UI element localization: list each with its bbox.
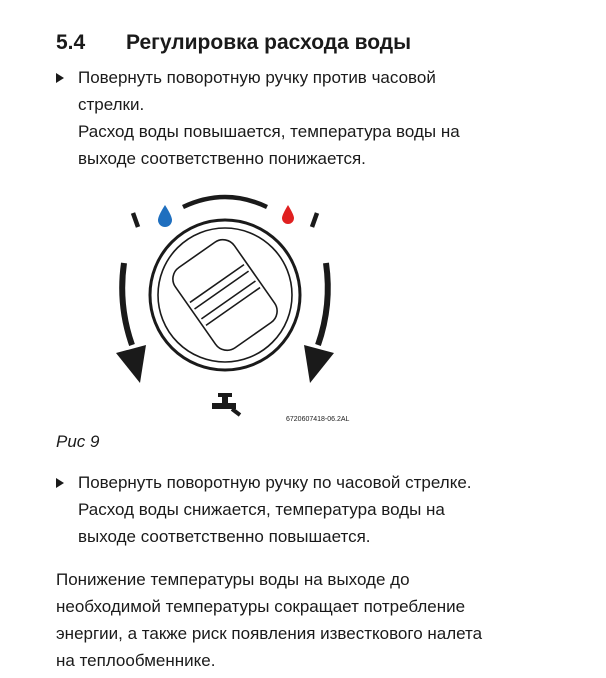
instruction-counterclockwise xyxy=(56,64,460,172)
instruction-text xyxy=(78,64,460,172)
paragraph-line: Понижение температуры воды на выходе до xyxy=(56,570,410,589)
instruction-clockwise xyxy=(56,469,472,550)
top-arc-icon xyxy=(183,197,267,207)
instruction-line: выходе соответственно повышается. xyxy=(78,527,371,546)
instruction-line: выходе соответственно понижается. xyxy=(78,149,366,168)
instruction-line: Расход воды снижается, температура воды на xyxy=(78,500,445,519)
energy-note-paragraph xyxy=(56,566,482,674)
paragraph-line: энергии, а также риск появления известкового налета xyxy=(56,624,483,643)
paragraph-line: на теплообменнике. xyxy=(56,651,216,670)
rotary-knob-figure xyxy=(100,185,370,430)
bullet-triangle-icon xyxy=(56,478,64,488)
knob-grip xyxy=(167,234,282,356)
rotary-knob xyxy=(150,220,300,370)
tap-icon xyxy=(212,393,240,415)
figure-code: 6720607418-06.2AL xyxy=(286,416,350,423)
section-title: Регулировка расхода воды xyxy=(126,31,412,54)
instruction-line: Расход воды повышается, температура воды на xyxy=(78,122,460,141)
section-heading xyxy=(56,30,411,56)
instruction-text xyxy=(78,469,472,550)
bullet-triangle-icon xyxy=(56,73,64,83)
instruction-line: Повернуть поворотную ручку по часовой стрелке. xyxy=(78,473,472,492)
figure-caption: Рис 9 xyxy=(56,432,100,451)
cold-water-drop-icon xyxy=(158,205,172,227)
instruction-line: стрелки. xyxy=(78,95,145,114)
paragraph-line: необходимой температуры сокращает потребление xyxy=(56,597,466,616)
section-number: 5.4 xyxy=(56,31,86,54)
hot-water-drop-icon xyxy=(282,205,294,224)
instruction-line: Повернуть поворотную ручку против часовой xyxy=(78,68,436,87)
rotation-arrow-icon xyxy=(304,213,334,383)
rotation-arrow-icon xyxy=(116,213,146,383)
